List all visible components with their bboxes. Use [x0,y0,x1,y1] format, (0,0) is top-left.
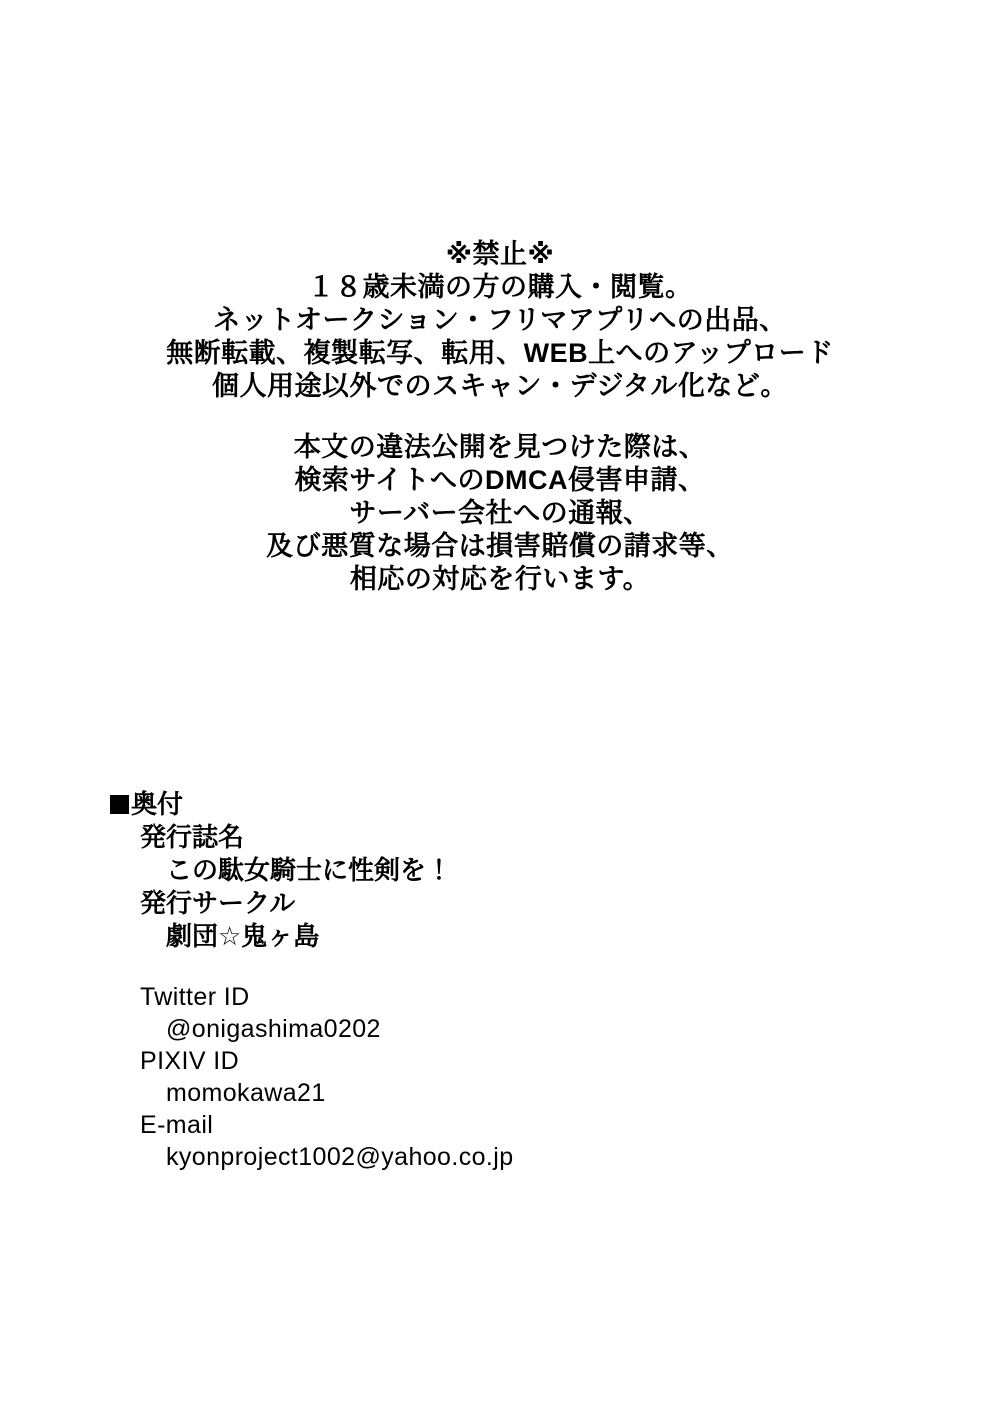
prohibition-notice [0,238,1000,596]
notice2-line-illegal: 本文の違法公開を見つけた際は、 [293,432,707,462]
circle-value: 劇団☆鬼ヶ島 [166,921,320,951]
colophon-heading: 奥付 [131,789,184,819]
notice2-line-response: 相応の対応を行います。 [349,564,651,594]
email-label: E-mail [140,1111,214,1139]
notice2-line-server: サーバー会社への通報、 [349,498,651,528]
notice-line-reprint: 無断転載、複製転写、転用、WEB上へのアップロード [166,338,834,368]
notice-title: ※禁止※ [445,239,555,269]
publication-title-label: 発行誌名 [140,822,245,852]
pixiv-id[interactable]: momokawa21 [166,1079,326,1107]
colophon-block [110,788,870,1173]
notice-line-age: １８歳未満の方の購入・閲覧。 [307,272,693,302]
twitter-label: Twitter ID [140,983,250,1011]
notice2-line-damages: 及び悪質な場合は損害賠償の請求等、 [266,531,734,561]
twitter-handle[interactable]: @onigashima0202 [166,1015,381,1043]
notice-line-auction: ネットオークション・フリマアプリへの出品、 [213,305,787,335]
notice-line-scan: 個人用途以外でのスキャン・デジタル化など。 [212,371,788,401]
colophon-spacer [110,953,870,981]
notice-spacer [0,403,1000,431]
email-address[interactable]: kyonproject1002@yahoo.co.jp [166,1143,514,1171]
black-square-icon [110,795,129,814]
publication-title-value: この駄女騎士に性剣を！ [166,855,453,885]
notice2-line-dmca: 検索サイトへのDMCA侵害申請、 [294,465,706,495]
pixiv-label: PIXIV ID [140,1047,240,1075]
circle-label: 発行サークル [140,888,296,918]
colophon-heading-row [110,788,870,821]
